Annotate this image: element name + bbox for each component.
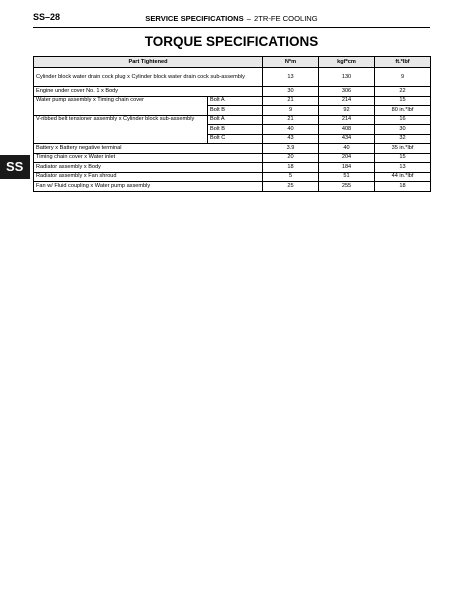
kgfcm-cell: 184 xyxy=(319,163,375,173)
column-header-nm: N*m xyxy=(263,57,319,68)
column-header-part: Part Tightened xyxy=(34,57,263,68)
section-tab: SS xyxy=(0,155,30,179)
ftlbf-cell: 30 xyxy=(375,125,431,135)
ftlbf-cell: 15 xyxy=(375,96,431,106)
kgfcm-cell: 214 xyxy=(319,115,375,125)
nm-cell: 13 xyxy=(263,68,319,87)
part-cell: Battery x Battery negative terminal xyxy=(34,144,263,154)
nm-cell: 3.9 xyxy=(263,144,319,154)
ftlbf-cell: 18 xyxy=(375,182,431,192)
nm-cell: 43 xyxy=(263,134,319,144)
nm-cell: 9 xyxy=(263,106,319,116)
page-id: SS–28 xyxy=(33,12,61,22)
part-cell: Cylinder block water drain cock plug x Cylinder block water drain cock sub-assembly xyxy=(34,68,263,87)
part-cell: Radiator assembly x Fan shroud xyxy=(34,172,263,182)
kgfcm-cell: 306 xyxy=(319,87,375,97)
part-cell: Engine under cover No. 1 x Body xyxy=(34,87,263,97)
nm-cell: 25 xyxy=(263,182,319,192)
part-cell: Timing chain cover x Water inlet xyxy=(34,153,263,163)
kgfcm-cell: 214 xyxy=(319,96,375,106)
document-title: TORQUE SPECIFICATIONS xyxy=(144,34,319,49)
part-cell: Radiator assembly x Body xyxy=(34,163,263,173)
column-header-kgfcm: kgf*cm xyxy=(319,57,375,68)
kgfcm-cell: 434 xyxy=(319,134,375,144)
bolt-cell: Bolt A xyxy=(208,115,263,125)
ftlbf-cell: 13 xyxy=(375,163,431,173)
nm-cell: 21 xyxy=(263,115,319,125)
nm-cell: 30 xyxy=(263,87,319,97)
nm-cell: 40 xyxy=(263,125,319,135)
table-row xyxy=(34,182,431,192)
bolt-cell: Bolt B xyxy=(208,125,263,135)
kgfcm-cell: 408 xyxy=(319,125,375,135)
ftlbf-cell: 15 xyxy=(375,153,431,163)
kgfcm-cell: 255 xyxy=(319,182,375,192)
ftlbf-cell: 22 xyxy=(375,87,431,97)
table-row xyxy=(34,68,431,87)
ftlbf-cell: 16 xyxy=(375,115,431,125)
table-row xyxy=(34,172,431,182)
section-title: SERVICE SPECIFICATIONS xyxy=(145,14,244,23)
part-cell: V-ribbed belt tensioner assembly x Cylinder block sub-assembly xyxy=(34,115,208,144)
table-row xyxy=(34,144,431,154)
nm-cell: 20 xyxy=(263,153,319,163)
ftlbf-cell: 80 in.*lbf xyxy=(375,106,431,116)
ftlbf-cell: 44 in.*lbf xyxy=(375,172,431,182)
column-header-ftlbf: ft.*lbf xyxy=(375,57,431,68)
table-row xyxy=(34,87,431,97)
header-separator: – xyxy=(246,14,251,23)
kgfcm-cell: 51 xyxy=(319,172,375,182)
bolt-cell: Bolt B xyxy=(208,106,263,116)
nm-cell: 5 xyxy=(263,172,319,182)
kgfcm-cell: 40 xyxy=(319,144,375,154)
torque-table xyxy=(33,56,431,192)
nm-cell: 18 xyxy=(263,163,319,173)
kgfcm-cell: 92 xyxy=(319,106,375,116)
bolt-cell: Bolt C xyxy=(208,134,263,144)
kgfcm-cell: 204 xyxy=(319,153,375,163)
ftlbf-cell: 9 xyxy=(375,68,431,87)
table-row xyxy=(34,163,431,173)
table-row xyxy=(34,153,431,163)
subsection-title: 2TR-FE COOLING xyxy=(253,14,318,23)
ftlbf-cell: 35 in.*lbf xyxy=(375,144,431,154)
table-row xyxy=(34,96,431,106)
kgfcm-cell: 130 xyxy=(319,68,375,87)
part-cell: Water pump assembly x Timing chain cover xyxy=(34,96,208,115)
part-cell: Fan w/ Fluid coupling x Water pump assembly xyxy=(34,182,263,192)
ftlbf-cell: 32 xyxy=(375,134,431,144)
table-header-row xyxy=(34,57,431,68)
table-row xyxy=(34,115,431,125)
nm-cell: 21 xyxy=(263,96,319,106)
header-rule xyxy=(33,27,430,28)
bolt-cell: Bolt A xyxy=(208,96,263,106)
running-header xyxy=(0,14,463,23)
